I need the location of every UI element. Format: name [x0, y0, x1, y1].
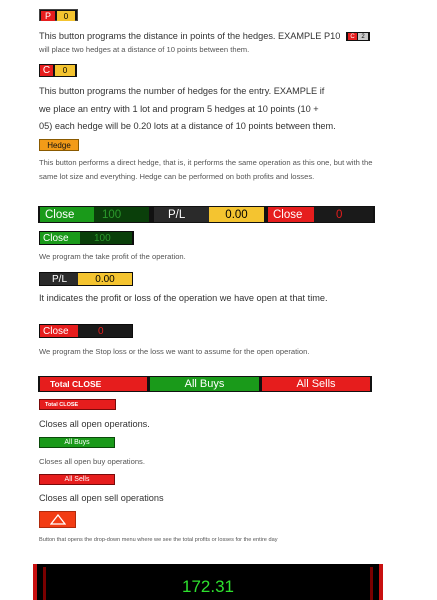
p-description-line2: will place two hedges at a distance of 10 points between them.	[39, 45, 250, 54]
strip-stop-loss-value[interactable]: 0	[314, 207, 373, 222]
pl-value: 0.00	[78, 273, 132, 285]
pl-label: P/L	[40, 273, 78, 285]
stop-loss-button[interactable]	[39, 324, 133, 338]
all-sells-small-button[interactable]: All Sells	[39, 474, 115, 485]
dropdown-description: Button that opens the drop-down menu where we see the total profits or losses for the entire day	[39, 537, 278, 543]
hedge-description-line1: This button performs a direct hedge, that is, it performs the same operation as this one, but with the	[39, 158, 373, 167]
take-profit-description: We program the take profit of the operation.	[39, 252, 186, 261]
strip-take-profit-label[interactable]: Close	[40, 207, 94, 222]
strip-stop-loss-label[interactable]: Close	[268, 207, 314, 222]
daily-total-value: 172.31	[182, 577, 234, 596]
pl-description: It indicates the profit or loss of the operation we have open at that time.	[39, 293, 328, 303]
stop-loss-value: 0	[78, 325, 132, 337]
trade-control-strip	[38, 206, 375, 223]
strip-pl-label: P/L	[154, 207, 209, 222]
total-close-small-button[interactable]: Total CLOSE	[39, 399, 116, 410]
p-value: 0	[57, 11, 75, 21]
triangle-up-icon	[50, 514, 66, 525]
p-letter: P	[41, 11, 55, 21]
all-sells-description: Closes all open sell operations	[39, 493, 164, 503]
all-sells-button[interactable]: All Sells	[262, 377, 370, 391]
mini-c-value: 2	[358, 33, 368, 40]
c-description-line3: 05) each hedge will be 0.20 lots at a distance of 10 points between them.	[39, 121, 336, 131]
mini-c-button	[346, 32, 370, 41]
c-description-line1: This button programs the number of hedges for the entry. EXAMPLE if	[39, 86, 325, 96]
c-value: 0	[55, 65, 75, 76]
take-profit-value: 100	[80, 232, 132, 244]
p-distance-button[interactable]	[39, 9, 78, 21]
dropdown-button[interactable]	[39, 511, 76, 528]
all-buys-description: Closes all open buy operations.	[39, 457, 145, 466]
stop-loss-label: Close	[40, 325, 78, 337]
profit-loss-display	[39, 272, 133, 286]
total-close-button[interactable]: Total CLOSE	[40, 377, 147, 391]
hedge-button[interactable]: Hedge	[39, 139, 79, 151]
total-close-bar	[38, 376, 372, 392]
stop-loss-description: We program the Stop loss or the loss we want to assume for the open operation.	[39, 347, 310, 356]
c-description-line2: we place an entry with 1 lot and program 5 hedges at 10 points (10 +	[39, 104, 319, 114]
daily-total-panel	[33, 564, 383, 600]
strip-take-profit-value[interactable]: 100	[94, 207, 149, 222]
all-buys-small-button[interactable]: All Buys	[39, 437, 115, 448]
c-count-button[interactable]	[39, 64, 77, 77]
all-buys-button[interactable]: All Buys	[150, 377, 259, 391]
mini-c-letter: C	[348, 33, 357, 40]
p-description-line1: This button programs the distance in points of the hedges. EXAMPLE P10	[39, 31, 341, 41]
strip-pl-value: 0.00	[209, 207, 264, 222]
total-close-description: Closes all open operations.	[39, 419, 150, 429]
c-letter: C	[40, 65, 53, 76]
take-profit-button[interactable]	[39, 231, 134, 245]
hedge-description-line2: same lot size and everything. Hedge can be performed on both profits and losses.	[39, 172, 315, 181]
take-profit-label: Close	[40, 232, 80, 244]
